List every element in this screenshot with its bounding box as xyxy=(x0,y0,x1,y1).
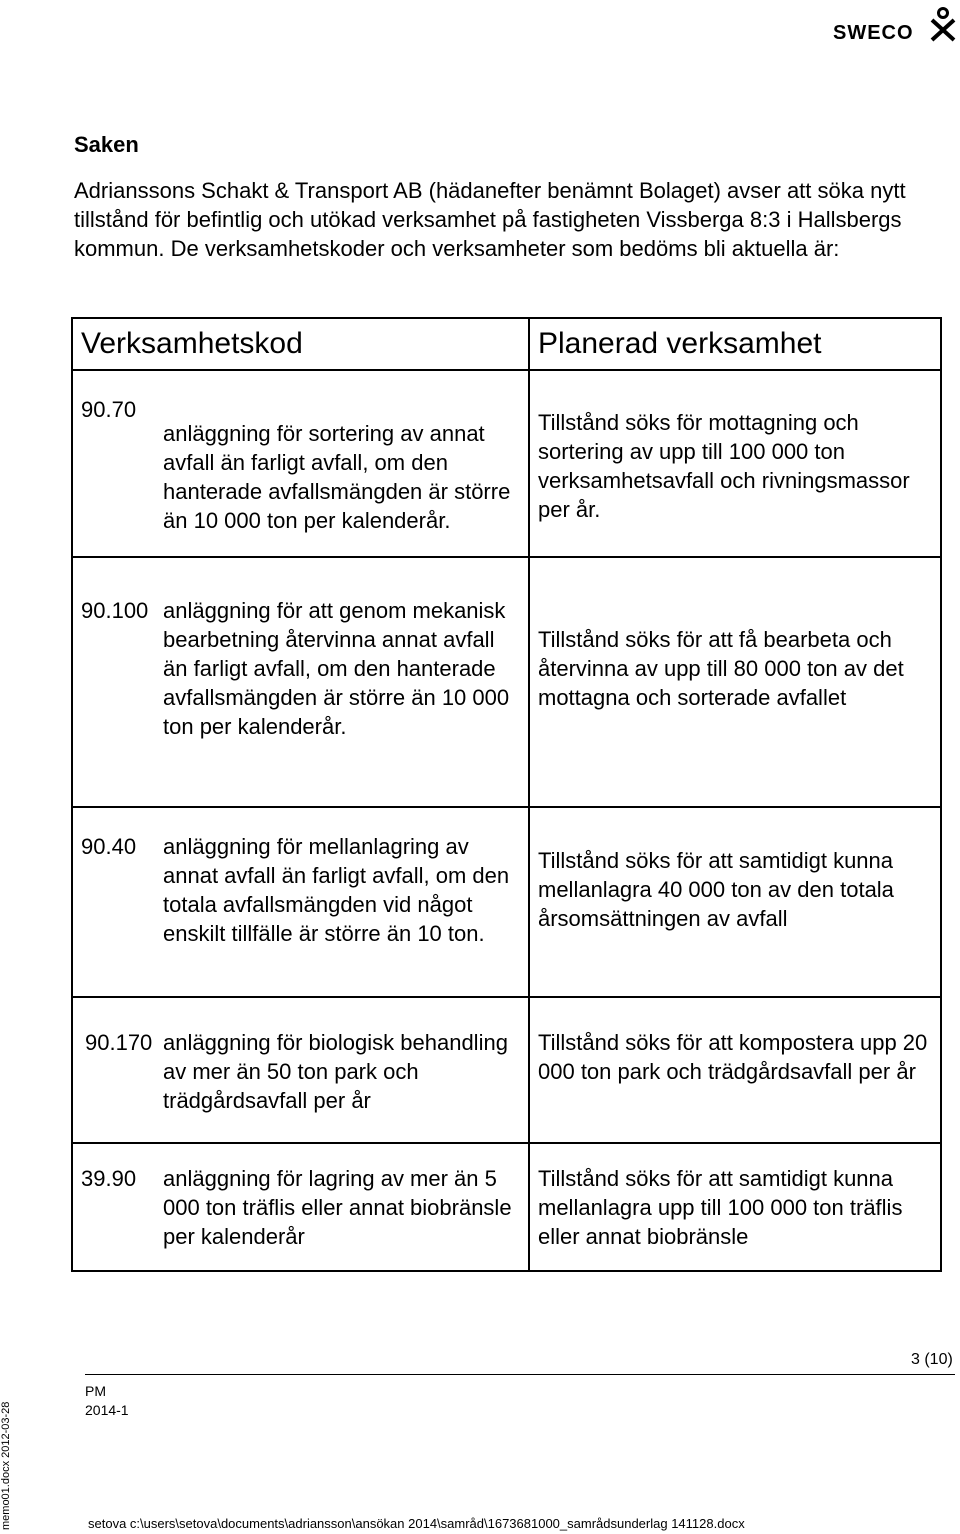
page-number: 3 (10) xyxy=(911,1351,953,1368)
activity-cell xyxy=(72,1143,529,1271)
planned-text: Tillstånd söks för mottagning och sortering av upp till 100 000 ton verksamhetsavfall och rivningsmassor per år. xyxy=(538,410,910,522)
activity-description: anläggning för lagring av mer än 5 000 ton träflis eller annat biobränsle per kalenderår xyxy=(163,1166,512,1249)
activity-cell xyxy=(72,557,529,807)
section-heading: Saken xyxy=(74,132,139,157)
activity-cell xyxy=(72,370,529,557)
file-path: setova c:\users\setova\documents\adriansson\ansökan 2014\samråd\1673681000_samrådsunderlag 141128.docx xyxy=(88,1516,745,1531)
document-date: 2014-1 xyxy=(85,1402,129,1418)
planned-text: Tillstånd söks för att få bearbeta och återvinna av upp till 80 000 ton av det mottagna och sorterade avfallet xyxy=(538,627,904,710)
table-row xyxy=(72,997,941,1143)
activity-description: anläggning för sortering av annat avfall än farligt avfall, om den hanterade avfallsmängden är större än 10 000 ton per kalenderår. xyxy=(163,421,511,533)
activity-code: 90.70 xyxy=(81,397,137,422)
planned-cell xyxy=(529,557,941,807)
activity-description: anläggning för att genom mekanisk bearbetning återvinna annat avfall än farligt avfall, om den hanterade avfallsmängden är större än 10 000 ton per kalenderår. xyxy=(163,598,510,739)
activity-description: anläggning för biologisk behandling av mer än 50 ton park och trädgårdsavfall per år xyxy=(163,1030,508,1113)
activity-table xyxy=(71,317,942,1272)
header-activity-code: Verksamhetskod xyxy=(72,318,529,370)
activity-description: anläggning för mellanlagring av annat avfall än farligt avfall, om den totala avfallsmängden vid något enskilt tillfälle är större än 10 ton. xyxy=(163,834,510,946)
logo-wordmark: SWECO xyxy=(833,22,914,44)
activity-code: 90.170 xyxy=(85,1030,153,1055)
planned-cell xyxy=(529,370,941,557)
planned-text: Tillstånd söks för att samtidigt kunna mellanlagra 40 000 ton av den totala årsomsättningen av avfall xyxy=(538,848,894,931)
table-row xyxy=(72,1143,941,1271)
activity-cell xyxy=(72,807,529,997)
document-type: PM xyxy=(85,1383,106,1399)
intro-paragraph: Adrianssons Schakt & Transport AB (hädanefter benämnt Bolaget) avser att söka nytt tillstånd för befintlig och utökad verksamhet på fastigheten Vissberga 8:3 i Hallsbergs kommun. De verksamhetskoder och verksamheter som bedöms bli aktuella är: xyxy=(74,178,906,261)
sweco-mark-icon xyxy=(929,6,957,42)
planned-cell xyxy=(529,807,941,997)
planned-text: Tillstånd söks för att samtidigt kunna mellanlagra upp till 100 000 ton träflis eller annat biobränsle xyxy=(538,1166,903,1249)
activity-code: 90.40 xyxy=(81,834,137,859)
activity-code: 90.100 xyxy=(81,598,149,623)
activity-code: 39.90 xyxy=(81,1166,137,1191)
planned-cell xyxy=(529,1143,941,1271)
table-header-row xyxy=(72,318,941,370)
table-row xyxy=(72,557,941,807)
planned-text: Tillstånd söks för att kompostera upp 20 000 ton park och trädgårdsavfall per år xyxy=(538,1030,928,1084)
table-row xyxy=(72,807,941,997)
header-planned-activity: Planerad verksamhet xyxy=(529,318,941,370)
table-row xyxy=(72,370,941,557)
activity-cell xyxy=(72,997,529,1143)
planned-cell xyxy=(529,997,941,1143)
sweco-logo xyxy=(833,4,957,42)
template-id: memo01.docx 2012-03-28 xyxy=(0,1401,12,1530)
footer-divider xyxy=(85,1374,955,1375)
